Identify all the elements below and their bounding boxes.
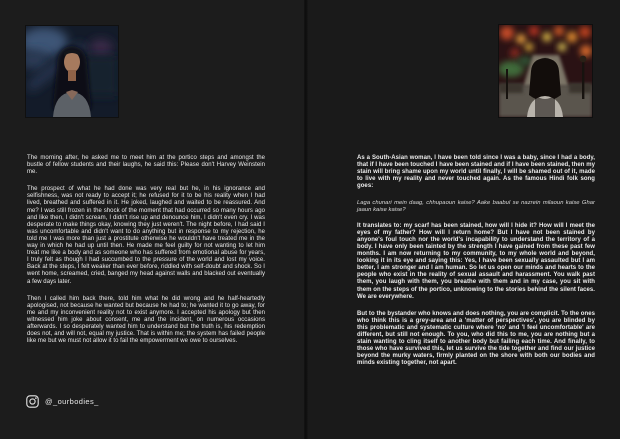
left-paragraph-1: The morning after, he asked me to meet him at the portico steps and amongst the bustle of fellow students and their laughs, he said this: Please don't Harvey Weinstein me. — [27, 155, 265, 176]
instagram-handle: @_ourbodies_ — [45, 397, 99, 406]
right-page — [308, 0, 620, 439]
left-page — [0, 0, 305, 439]
left-paragraph-2: The prospect of what he had done was very real but he, in his ignorance and selfishness, was not ready to accept it; he refused for it to be his reality when I had lived, breathed and suffered in it. He joked, laughed and waited to be reassured. And me? I was still frozen in the shock of the moment that had occurred so many hours ago and like then, I didn't scream, I didn't rise up and denounce him, I didn't even cry. I was desperate to make things okay, knowing they just weren't. The night before, I had said I was uncomfortable and didn't want to do anything but in response to my rejection, he told me I was more than just a prostitute otherwise he wouldn't have treated me in the way in which he had up until then. He made me feel guilty for not wanting to let him treat me like a body and as someone who has suffered from emotional abuse for years, I truly felt as though I had succumbed to the pressure of the world and lost my voice. Back at the steps, I felt weaker than ever before, riddled with self-doubt and shock. So I went home, screamed, cried, banged my head against walls and blacked out eventually a few days later. — [27, 186, 265, 285]
hindi-song-lyrics: Laga chunari mein daag, chhupaoun kaise? Aake baabul se nazrein milaoun kaise Ghar jaaun kaise kaise? — [357, 200, 595, 214]
right-closing-paragraph: But to the bystander who knows and does nothing, you are complicit. To the ones who think this is a grey-area and a 'matter of perspectives', you are blinded by this problematic and systematic culture where 'no' and 'I feel uncomfortable' are different, but still not enough. To you, who did this to me, you are nothing but a stain wanting to cling itself to another body but failing each time. And finally, to those who have survived this, let us survive the tide together and find our justice beyond the murky waters, firmly planted on the shore with both our bodies and minds existing together, not apart. — [357, 310, 595, 367]
right-text-column — [357, 155, 595, 377]
portrait-photo-image — [26, 26, 118, 117]
right-intro-paragraph: As a South-Asian woman, I have been told since I was a baby, since I had a body, that if I have been touched I have been stained and if I have been stained, then my stain will bring shame upon my world until finally, I will be shamed out of it, made to live with my reality and never touched again. As the famous Hindi folk song goes: — [357, 155, 595, 190]
left-paragraph-3: Then I called him back there, told him what he did wrong and he half-heartedly apologised, not because he wanted but because he had to; he wanted it to go away, for me and my inconvenient reality not to exist anymore. I accepted his apology but then witnessed him joke about consent, me and the incident, on numerous occasions afterwards. I so desperately wanted him to understand but the truth is, his redemption does not, and will not, equal my justice. That is within me; the system has failed people like me but we must not allow it to fail the empowerment we owe to ourselves. — [27, 295, 265, 345]
instagram-credit — [26, 395, 99, 408]
right-translation-paragraph: It translates to: my scarf has been stained, how will I hide it? How will I meet the eyes of my father? How will I return home? But I have not been stained by anyone's foul touch nor the world's incapability to understand the territory of a body. I have only been tainted by the strength I have gained from these past few months. I am now returning to my community, to my whole world and beyond, looking it in its eye and saying this: Yes, I have been sexually assaulted but I am better, I am stronger and I am human. So let us open our minds and hearts to the people who exist in the reality of sexual assault and harassment. You walk past them, you laugh with them, you breathe with them and in my case, you sit with them on the steps of the portico, unknowing to the stories behind the silent faces. We are everywhere. — [357, 222, 595, 300]
portrait-photo — [26, 26, 118, 117]
left-text-column — [27, 155, 265, 355]
lanterns-photo-image — [499, 25, 592, 117]
instagram-icon — [26, 395, 39, 408]
lanterns-photo — [499, 25, 592, 117]
